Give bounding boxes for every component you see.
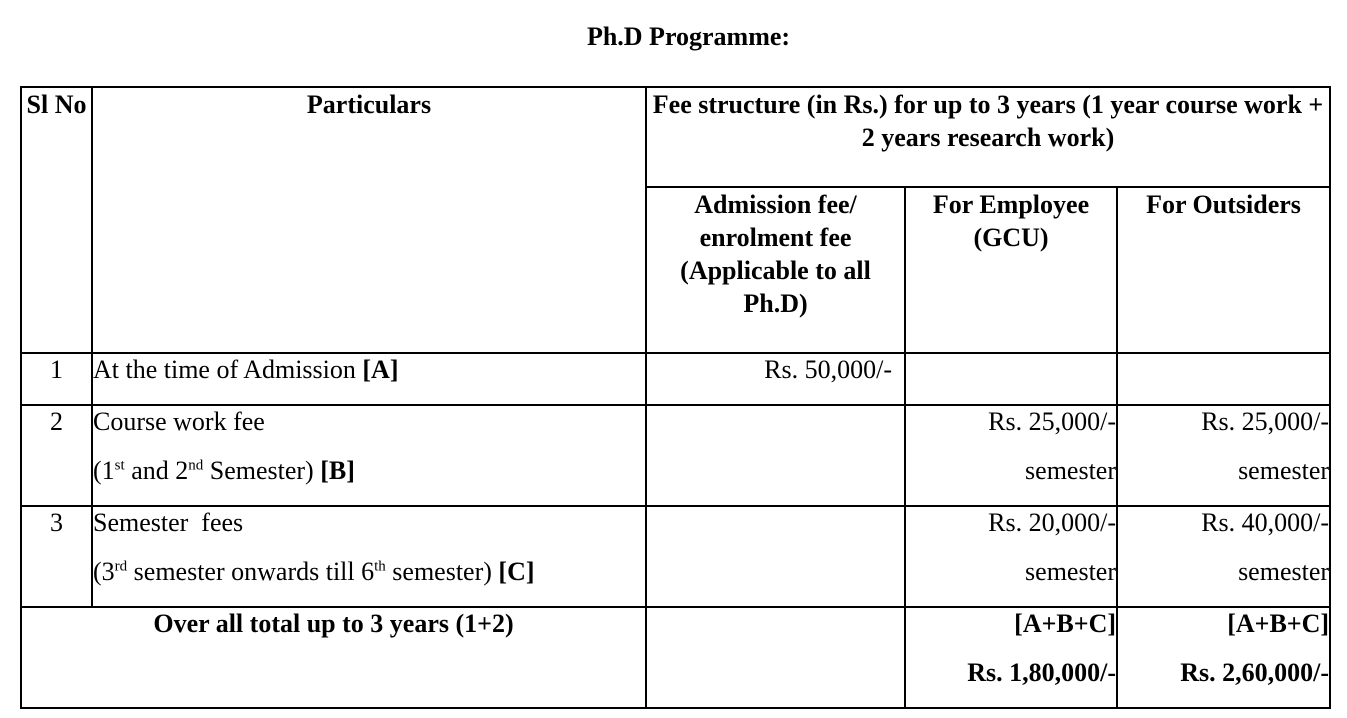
outsider-formula: [A+B+C] [1227,609,1330,638]
row-particulars [92,405,646,506]
employee-unit: semester [1025,456,1116,485]
total-admission-fee [646,607,905,708]
header-fee-structure: Fee structure (in Rs.) for up to 3 years (1 year course work + 2 years research work) [646,87,1330,187]
header-particulars: Particulars [92,87,646,353]
particular-main: Semester fees [93,508,244,537]
total-outsider-fee [1117,607,1330,708]
page-title: Ph.D Programme: [586,22,791,51]
particular-main: Course work fee [93,407,265,436]
total-row [21,607,1330,708]
row-particulars [92,353,646,405]
employee-amount: Rs. 25,000/- [988,407,1116,436]
table-row [21,353,1330,405]
particular-sub: (3rd semester onwards till 6th semester) [C] [93,557,535,586]
header-sl-no: Sl No [21,87,92,353]
admission-amount: Rs. 50,000/- [764,355,892,384]
particular-sub: (1st and 2nd Semester) [B] [93,456,355,485]
particular-tag: [B] [320,456,355,485]
header-employee: For Employee (GCU) [905,187,1117,353]
row-sl: 3 [21,506,92,607]
row-sl: 1 [21,353,92,405]
outsider-amount: Rs. 40,000/- [1201,508,1330,537]
row-particulars [92,506,646,607]
header-outsiders: For Outsiders [1117,187,1330,353]
row-admission-fee [646,506,905,607]
fee-structure-table [20,86,1331,709]
row-employee-fee [905,405,1117,506]
row-outsider-fee [1117,353,1330,405]
employee-amount: Rs. 20,000/- [988,508,1116,537]
employee-formula: [A+B+C] [1014,609,1116,638]
row-employee-fee [905,506,1117,607]
header-row [21,87,1330,187]
total-label: Over all total up to 3 years (1+2) [21,607,646,708]
particular-tag: [C] [498,557,535,586]
header-admission-fee: Admission fee/ enrolment fee (Applicable to all Ph.D) [646,187,905,353]
row-employee-fee [905,353,1117,405]
table-row [21,506,1330,607]
particular-main: At the time of Admission [93,355,356,384]
row-outsider-fee [1117,506,1330,607]
outsider-amount: Rs. 25,000/- [1201,407,1330,436]
table-row [21,405,1330,506]
outsider-unit: semester [1238,456,1330,485]
employee-unit: semester [1025,557,1116,586]
particular-tag: [A] [362,355,399,384]
employee-total-amount: Rs. 1,80,000/- [967,658,1116,687]
row-outsider-fee [1117,405,1330,506]
outsider-total-amount: Rs. 2,60,000/- [1180,658,1330,687]
row-sl: 2 [21,405,92,506]
row-admission-fee [646,353,905,405]
outsider-unit: semester [1238,557,1330,586]
total-employee-fee [905,607,1117,708]
row-admission-fee [646,405,905,506]
